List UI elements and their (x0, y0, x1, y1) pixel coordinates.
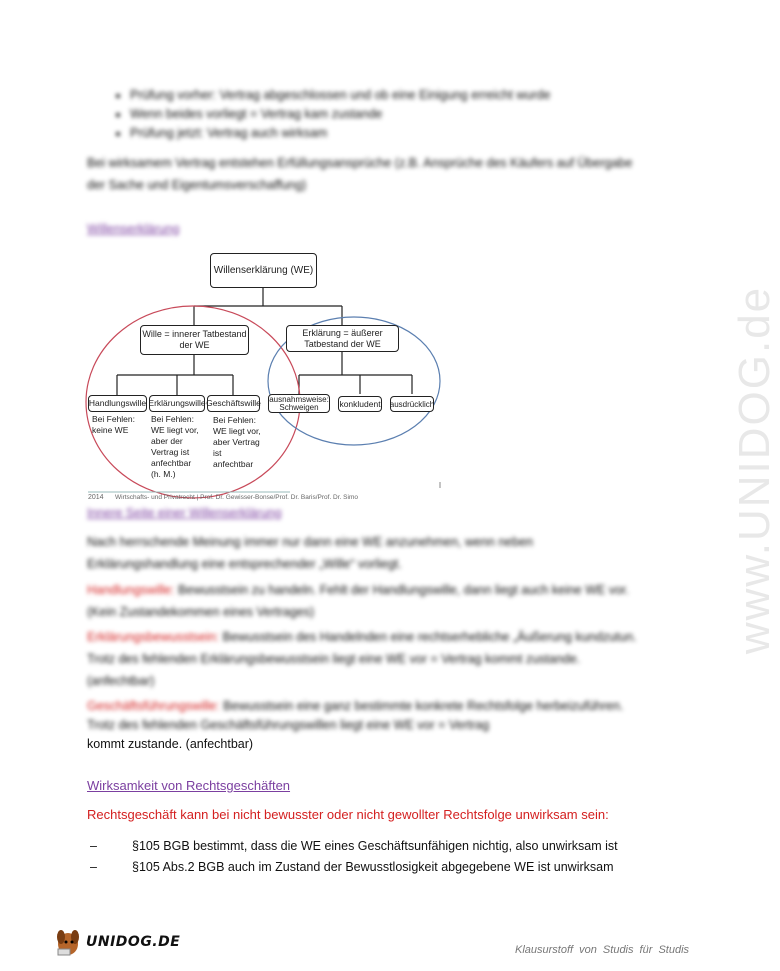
box-schweigen: ausnahmsweise: Schweigen (269, 394, 329, 412)
term-geschaeftsfuehrungswille-block (87, 697, 647, 754)
box-root: Willenserklärung (WE) (210, 253, 317, 288)
unidog-logo (52, 927, 180, 957)
list-item: – §105 Abs.2 BGB auch im Zustand der Bewusstlosigkeit abgegebene WE ist unwirksam (90, 860, 614, 874)
note-erklaerungswille: Bei Fehlen: WE liegt vor, aber der Vertrag ist anfechtbar (h. M.) (151, 414, 199, 479)
note-geschaeftswille: Bei Fehlen: WE liegt vor, aber Vertrag ist anfechtbar (213, 415, 261, 469)
box-erklaerung: Erklärung = äußerer Tatbestand der WE (286, 325, 399, 352)
note-handlungswille: Bei Fehlen: keine WE (92, 414, 135, 435)
watermark: www.UNIDOG.de (730, 285, 779, 655)
box-erklaerungswille: Erklärungswille (149, 395, 205, 412)
diagram (0, 0, 750, 504)
term-geschaeftsfuehrungswille: Geschäftsführungswille: Bewusstsein eine ganz bestimmte konkrete Rechtsfolge herbeizuführen. Trotz des fehlenden Geschäftsführungswillen liegt eine WE vor = Vertrag (87, 699, 624, 732)
heading-innere-seite[interactable]: Innere Seite einer Willenserklärung (87, 506, 282, 520)
list-item: • Prüfung vorher: Vertrag abgeschlossen und ob eine Einigung erreicht wurde (130, 86, 550, 105)
term-tail: kommt zustande. (anfechtbar) (87, 737, 254, 751)
footer-tagline: Klausurstoff von Studis für Studis (515, 944, 690, 956)
diagram-year: 2014 (88, 494, 104, 501)
dash-list (90, 836, 618, 878)
paragraph: Bei wirksamem Vertrag entstehen Erfüllungsansprüche (z.B. Ansprüche des Käufers auf Übergabe der Sache und Eigentumsverschaffung) (87, 156, 633, 192)
heading-wirksamkeit[interactable]: Wirksamkeit von Rechtsgeschäften (87, 778, 291, 793)
list-item: – §105 BGB bestimmt, dass die WE eines Geschäftsunfähigen nichtig, also unwirksam ist (90, 839, 618, 853)
list-item: • Wenn beides vorliegt = Vertrag kam zustande (130, 105, 550, 124)
list-item: • Prüfung jetzt: Vertrag auch wirksam (130, 124, 550, 143)
heading-willenserklaerung[interactable]: Willenserklärung (87, 222, 180, 236)
box-wille: Wille = innerer Tatbestand der WE (140, 325, 249, 355)
dog-icon (52, 927, 86, 957)
term-handlungswille: Handlungswille: Bewusstsein zu handeln. Fehlt der Handlungswille, dann liegt auch keine WE vor. (Kein Zustandekommen eines Vertrages) (87, 583, 629, 619)
term-erklaerungsbewusstsein: Erklärungsbewusstsein: Bewusstsein des Handelnden eine rechtserhebliche „Äußerung kundzutun. Trotz des fehlenden Erklärungsbewusstsein liegt eine WE vor = Vertrag kommt zustande. (anfechtbar) (87, 630, 637, 688)
paragraph: Nach herrschende Meinung immer nur dann eine WE anzunehmen, wenn neben Erklärungshandlung eine entsprechender „Wille“ vorliegt. (87, 535, 534, 571)
box-geschaeftswille: Geschäftswille (207, 395, 260, 412)
box-handlungswille: Handlungswille (88, 395, 147, 412)
box-ausdruecklich: ausdrücklich (390, 396, 434, 412)
logo-text: UNIDOG.DE (86, 934, 181, 950)
red-statement: Rechtsgeschäft kann bei nicht bewusster oder nicht gewollter Rechtsfolge unwirksam sein: (87, 807, 609, 822)
diagram-footer: Wirtschafts- und Privatrecht | Prof. Dr. Gewisser-Bonse/Prof. Dr. Baris/Prof. Dr. Simo (115, 494, 358, 501)
box-konkludent: konkludent (338, 396, 382, 412)
